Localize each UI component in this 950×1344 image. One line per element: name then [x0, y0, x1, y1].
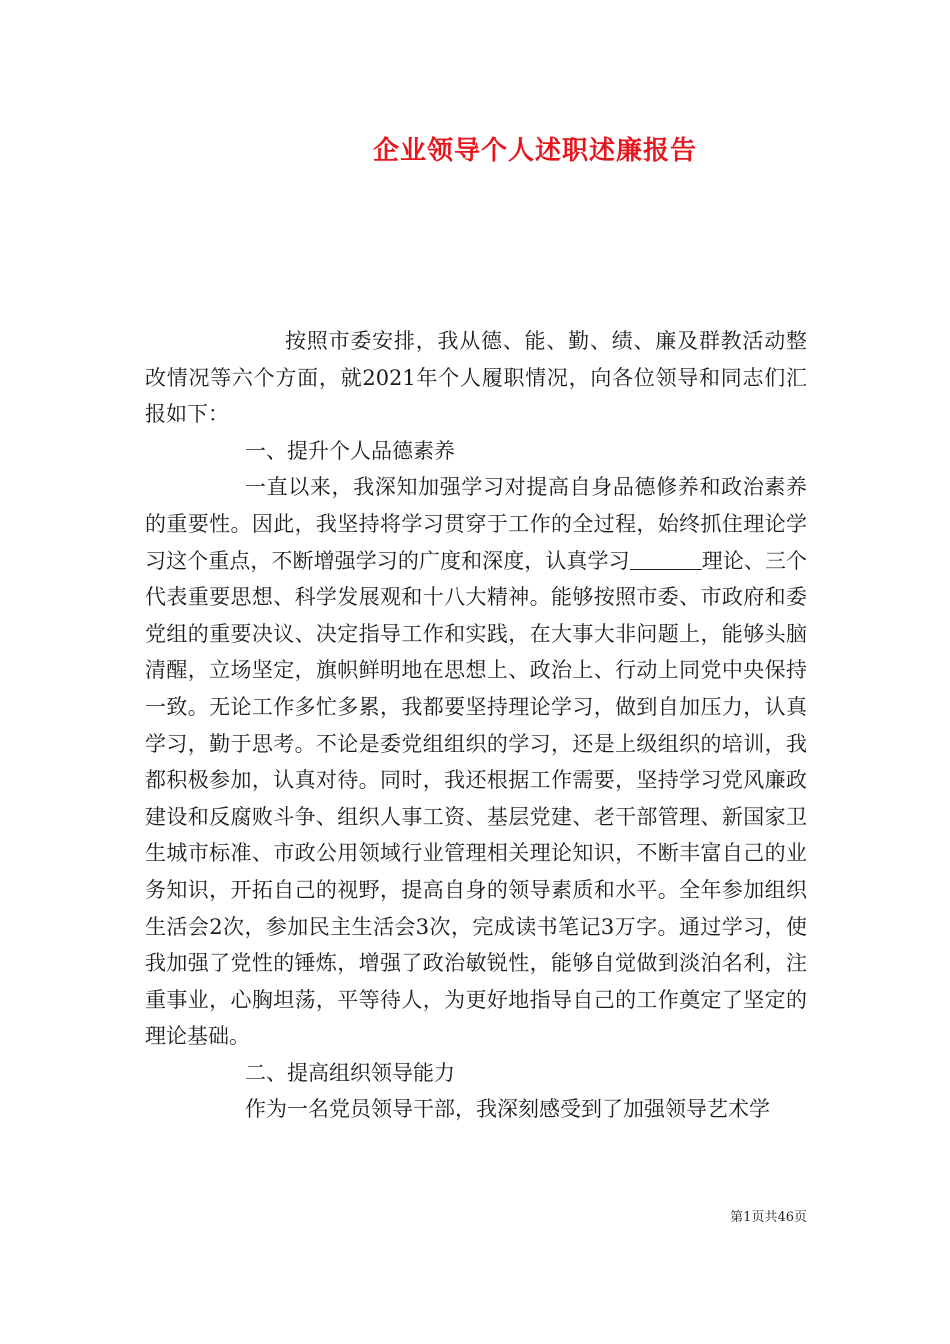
document-body	[145, 323, 807, 1128]
section-1-text-a: 一直以来，我深知加强学习对提高自身品德修养和政治素养的重要性。因此，我坚持将学习贯穿于工作的全过程，始终抓住理论学习这个重点，不断增强学习的广度和深度，认真学习	[145, 475, 807, 573]
fill-blank	[630, 548, 702, 570]
section-heading-1: 一、提升个人品德素养	[245, 438, 455, 463]
document-title: 企业领导个人述职述廉报告	[372, 136, 697, 166]
section-1-text-b: 理论、三个代表重要思想、科学发展观和十八大精神。能够按照市委、市政府和委党组的重要决议、决定指导工作和实践，在大事大非问题上，能够头脑清醒，立场坚定，旗帜鲜明地在思想上、政治上、行动上同党中央保持一致。无论工作多忙多累，我都要坚持理论学习，做到自加压力，认真学习，勤于思考。不论是委党组组织的学习，还是上级组织的培训，我都积极参加，认真对待。同时，我还根据工作需要，坚持学习党风廉政建设和反腐败斗争、组织人事工资、基层党建、老干部管理、新国家卫生城市标准、市政公用领域行业管理相关理论知识，不断丰富自己的业务知识，开拓自己的视野，提高自身的领导素质和水平。全年参加组织生活会2次，参加民主生活会3次，完成读书笔记3万字。通过学习，使我加强了党性的锤炼，增强了政治敏锐性，能够自觉做到淡泊名利，注重事业，心胸坦荡，平等待人，为更好地指导自己的工作奠定了坚定的理论基础。	[145, 548, 808, 1049]
intro-paragraph: 按照市委安排，我从德、能、勤、绩、廉及群教活动整改情况等六个方面，就2021年个人履职情况，向各位领导和同志们汇报如下：	[145, 329, 807, 427]
section-1-paragraph	[145, 469, 807, 1055]
page-number: 第1页共46页	[730, 1210, 807, 1225]
section-heading-2: 二、提高组织领导能力	[245, 1060, 455, 1085]
section-2-paragraph: 作为一名党员领导干部，我深刻感受到了加强领导艺术学	[245, 1097, 770, 1122]
